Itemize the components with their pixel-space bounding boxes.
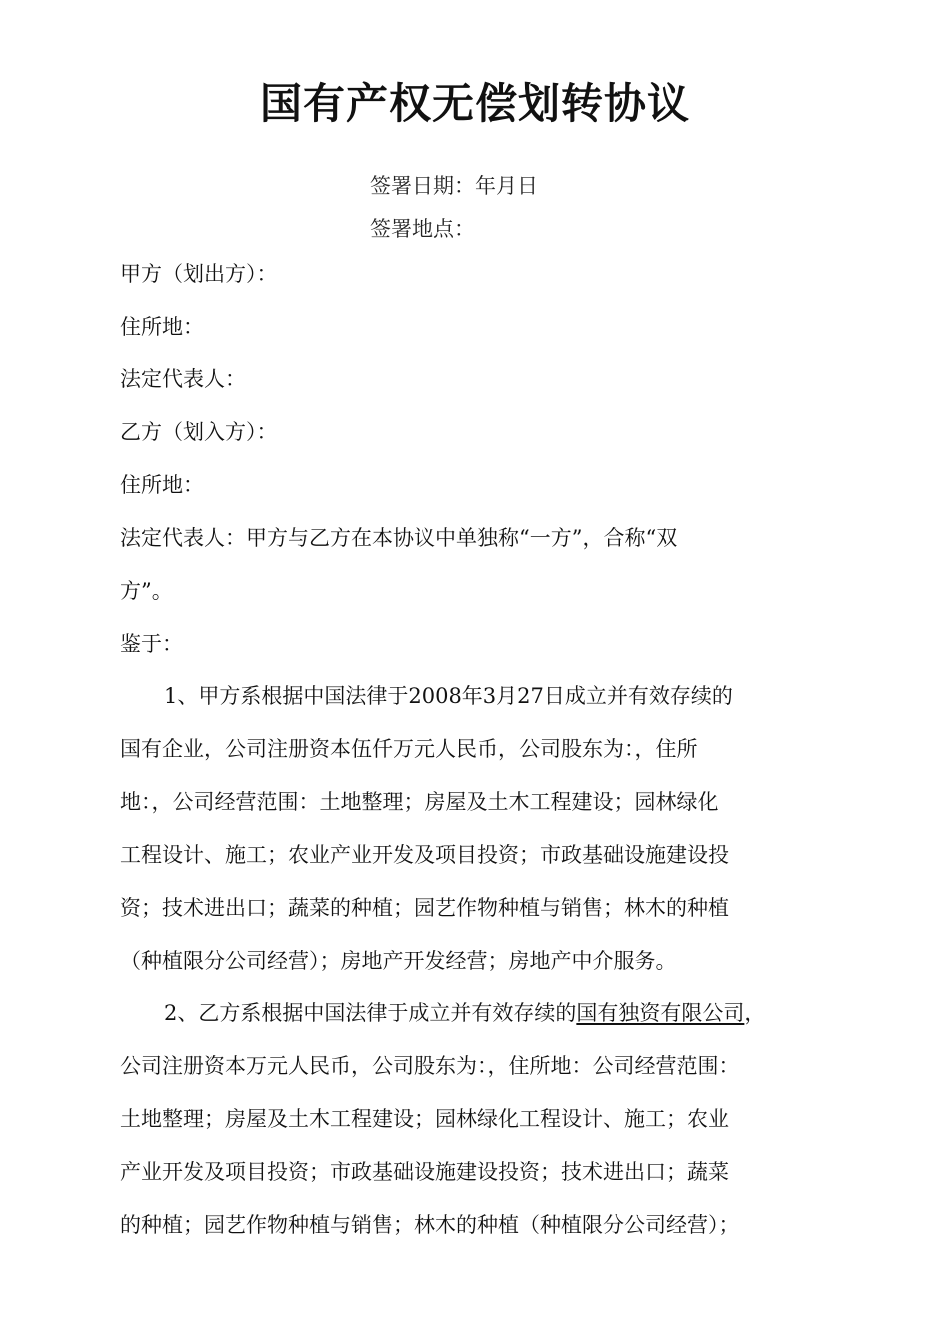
clause-2-text: 2、乙方系根据中国法律于成立并有效存续的 xyxy=(164,1001,577,1025)
party-b-address: 住所地： xyxy=(120,473,204,497)
clause-1-line: 1、甲方系根据中国法律于2008年3月27日成立并有效存续的 xyxy=(164,684,733,708)
party-definition-continued: 方”。 xyxy=(120,579,173,603)
clause-2-line: 产业开发及项目投资；市政基础设施建设投资；技术进出口；蔬菜 xyxy=(120,1160,729,1184)
company-type-underlined: 国有独资有限公司 xyxy=(576,1001,745,1025)
document-title: 国有产权无偿划转协议 xyxy=(259,79,690,128)
clause-2-line: 土地整理；房屋及土木工程建设；园林绿化工程设计、施工；农业 xyxy=(120,1107,729,1131)
clause-1-line: 国有企业，公司注册资本伍仟万元人民币，公司股东为：，住所 xyxy=(120,737,698,761)
clause-1-line: 资；技术进出口；蔬菜的种植；园艺作物种植与销售；林木的种植 xyxy=(120,896,729,920)
clause-1-line: 地：，公司经营范围：土地整理；房屋及土木工程建设；园林绿化 xyxy=(120,790,719,814)
party-b: 乙方（划入方）： xyxy=(120,420,278,444)
clause-1-line: 工程设计、施工；农业产业开发及项目投资；市政基础设施建设投 xyxy=(120,843,729,867)
sign-date: 签署日期：年月日 xyxy=(370,174,538,198)
party-b-representative: 法定代表人：甲方与乙方在本协议中单独称“一方”，合称“双 xyxy=(120,526,678,550)
clause-1-line: （种植限分公司经营）；房地产开发经营；房地产中介服务。 xyxy=(120,949,677,973)
party-a: 甲方（划出方）： xyxy=(120,262,278,286)
whereas-heading: 鉴于： xyxy=(120,632,183,656)
clause-2-first-line xyxy=(164,998,765,1028)
clause-2-line: 的种植；园艺作物种植与销售；林木的种植（种植限分公司经营）； xyxy=(120,1213,740,1237)
clause-2-line: 公司注册资本万元人民币，公司股东为：，住所地：公司经营范围： xyxy=(120,1054,740,1078)
party-a-address: 住所地： xyxy=(120,315,204,339)
sign-place: 签署地点： xyxy=(370,217,475,241)
clause-2-comma: ， xyxy=(744,1001,766,1025)
party-a-representative: 法定代表人： xyxy=(120,367,246,391)
